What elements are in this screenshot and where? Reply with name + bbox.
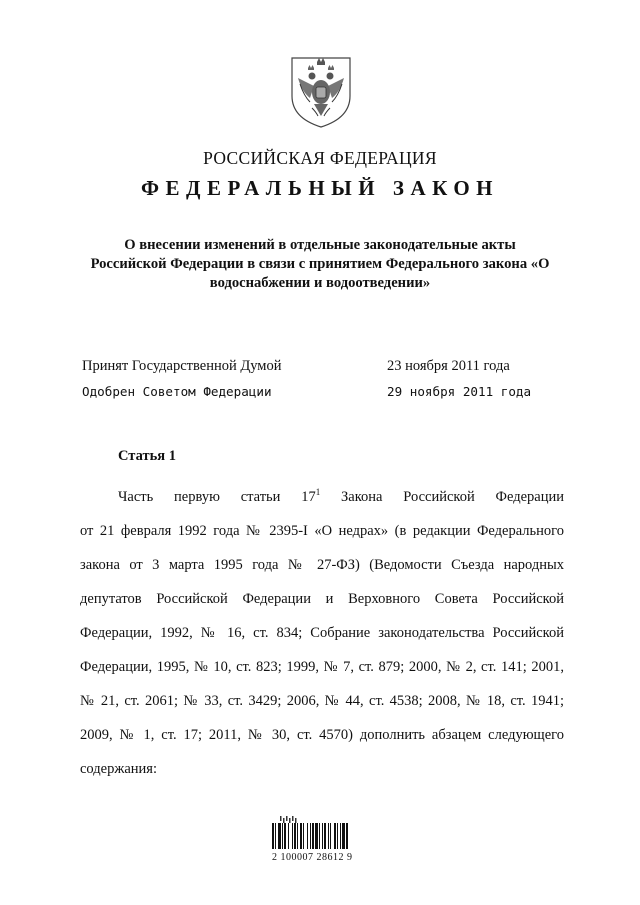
duma-adoption-row [82,358,552,375]
country-name: РОССИЙСКАЯ ФЕДЕРАЦИЯ [203,148,437,168]
council-adoption-row [82,384,552,399]
law-type-heading: ФЕДЕРАЛЬНЫЙ ЗАКОН [141,176,499,200]
article-line [80,480,564,514]
article-line: содержания: [80,761,158,777]
article-line: Федерации, 1995, № 10, ст. 823; 1999, № 7, ст. 879; 2000, № 2, ст. 141; 2001, [80,659,564,675]
article-line: закона от 3 марта 1995 года № 27-ФЗ) (Ведомости Съезда народных [80,557,564,573]
article-first-text-rest: Закона Российской Федерации [320,489,564,505]
article-line: депутатов Российской Федерации и Верховного Совета Российской [80,591,564,607]
article-line: от 21 февраля 1992 года № 2395-I «О недрах» (в редакции Федерального [80,523,564,539]
law-title-line: Российской Федерации в связи с принятием Федерального закона «О [90,256,550,272]
council-label: Одобрен Советом Федерации [82,384,272,399]
duma-label: Принят Государственной Думой [82,358,282,374]
law-title [70,236,570,293]
article-line: № 21, ст. 2061; № 33, ст. 3429; 2006, № 44, ст. 4538; 2008, № 18, ст. 1941; [80,693,564,709]
coat-of-arms-icon [288,52,354,130]
law-title-line: О внесении изменений в отдельные законодательные акты [124,237,516,253]
barcode-number: 2 100007 28612 9 [272,852,353,863]
council-date: 29 ноября 2011 года [387,384,532,399]
article-first-text: Часть первую статьи 17 [118,489,316,505]
law-title-line: водоснабжении и водоотведении» [209,275,431,291]
article-body [80,480,564,786]
article-superscript: 1 [315,487,321,498]
duma-date: 23 ноября 2011 года [387,358,510,374]
article-heading: Статья 1 [118,448,176,464]
article-line: Федерации, 1992, № 16, ст. 834; Собрание законодательства Российской [80,625,564,641]
article-line: 2009, № 1, ст. 17; 2011, № 30, ст. 4570) дополнить абзацем следующего [80,727,564,743]
